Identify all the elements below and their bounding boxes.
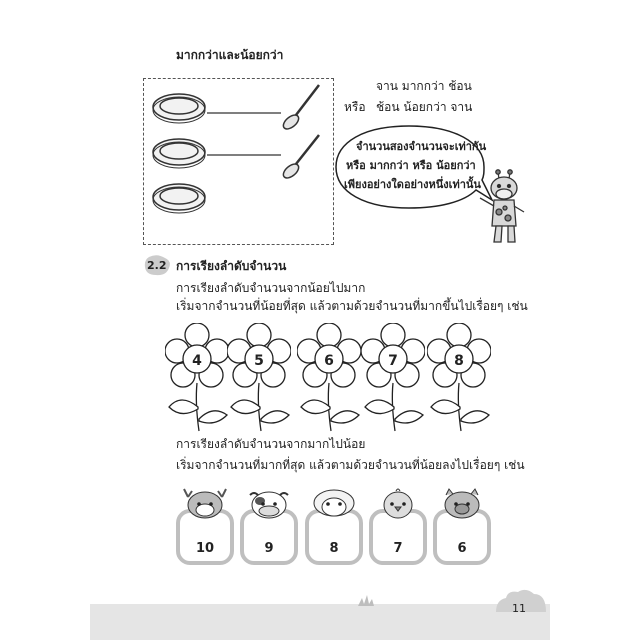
ascending-heading: การเรียงลำดับจำนวนจากน้อยไปมาก <box>176 281 366 295</box>
flower-number: 5 <box>254 353 264 369</box>
flower-item <box>361 323 425 435</box>
page-number: 11 <box>512 602 526 615</box>
chick-icon <box>369 487 427 523</box>
flower-item <box>227 323 291 435</box>
card-number: 10 <box>195 541 215 556</box>
plates-spoons-illustration <box>144 79 332 243</box>
pig-icon <box>433 487 491 523</box>
ground-strip <box>90 604 550 640</box>
giraffe-mascot-icon <box>474 168 536 248</box>
flower-item <box>297 323 361 435</box>
animal-card <box>369 487 427 569</box>
spoon-icon <box>281 85 319 132</box>
section-number: 2.2 <box>147 259 167 272</box>
section-title-ordering: การเรียงลำดับจำนวน <box>176 259 287 273</box>
ascending-description: เริ่มจากจำนวนที่น้อยที่สุด แล้วตามด้วยจำนวนที่มากขึ้นไปเรื่อยๆ เช่น <box>176 299 528 313</box>
bubble-line-3: เพียงอย่างใดอย่างหนึ่งเท่านั้น <box>344 178 481 191</box>
animal-card <box>176 487 234 569</box>
plates-spoons-box <box>143 78 334 245</box>
bubble-line-2: หรือ มากกว่า หรือ น้อยกว่า <box>346 159 476 172</box>
flower-icon <box>227 323 291 435</box>
or-label: หรือ <box>344 100 366 114</box>
flower-number: 7 <box>388 353 398 369</box>
section-number-badge <box>143 255 171 275</box>
grass-icon <box>356 594 376 606</box>
cow-icon <box>240 487 298 523</box>
card-number: 8 <box>329 541 339 556</box>
page-number-badge <box>504 598 540 620</box>
card-number: 6 <box>457 541 467 556</box>
descending-description: เริ่มจากจำนวนที่มากที่สุด แล้วตามด้วยจำนวนที่น้อยลงไปเรื่อยๆ เช่น <box>176 458 525 472</box>
bubble-line-1: จำนวนสองจำนวนจะเท่ากัน <box>356 140 487 153</box>
sheep-icon <box>305 487 363 523</box>
card-number: 9 <box>264 541 274 556</box>
flower-icon <box>165 323 229 435</box>
flower-icon <box>361 323 425 435</box>
speech-bubble <box>334 122 487 212</box>
plate-icon <box>153 139 205 168</box>
flower-number: 4 <box>192 353 202 369</box>
comparison-line-1: จาน มากกว่า ช้อน <box>376 79 472 93</box>
flower-number: 8 <box>454 353 464 369</box>
flower-item <box>427 323 491 435</box>
spoon-icon <box>281 135 319 181</box>
animal-card <box>240 487 298 569</box>
card-number: 7 <box>393 541 403 556</box>
flower-icon <box>427 323 491 435</box>
animal-card <box>305 487 363 569</box>
descending-heading: การเรียงลำดับจำนวนจากมากไปน้อย <box>176 437 366 451</box>
flower-icon <box>297 323 361 435</box>
plate-icon <box>153 184 205 213</box>
flower-number: 6 <box>324 353 334 369</box>
flower-item <box>165 323 229 435</box>
section-title-more-less: มากกว่าและน้อยกว่า <box>176 48 284 62</box>
comparison-line-2: ช้อน น้อยกว่า จาน <box>376 100 473 114</box>
deer-icon <box>176 487 234 523</box>
animal-card <box>433 487 491 569</box>
plate-icon <box>153 94 205 123</box>
